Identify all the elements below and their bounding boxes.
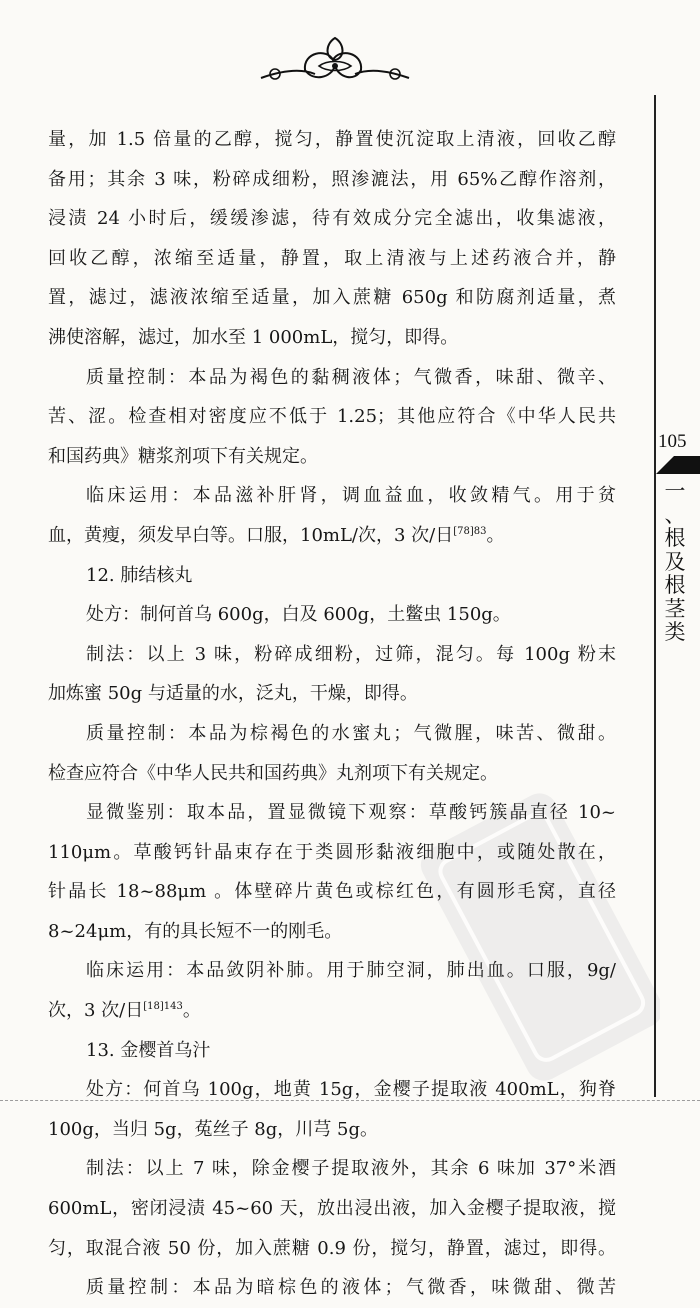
- section-heading: 12. 肺结核丸: [86, 564, 193, 586]
- paragraph-start: 临床运用：本品滋补肝肾，调血益血，收敛精气。用于贫: [86, 485, 616, 507]
- text-line: 检查应符合《中华人民共和国药典》丸剂项下有关规定。: [48, 762, 498, 784]
- body-text: [48, 120, 616, 1308]
- text-line: 8~24μm，有的具长短不一的刚毛。: [48, 920, 343, 942]
- section-heading: 13. 金樱首乌汁: [86, 1039, 211, 1061]
- text-line: 置，滤过，滤液浓缩至适量，加入蔗糖 650g 和防腐剂适量，煮: [48, 287, 616, 309]
- text-line: 次，3 次/日$^{[18]143}$。: [48, 1000, 201, 1022]
- text-line: 血，黄瘦，须发早白等。口服，10mL/次，3 次/日$^{[78]83}$。: [48, 524, 505, 546]
- text-line: 加炼蜜 50g 与适量的水，泛丸，干燥，即得。: [48, 683, 418, 705]
- page-bottom-rule: [0, 1100, 700, 1101]
- chapter-tab-marker: [656, 456, 700, 474]
- text-line: 沸使溶解，滤过，加水至 1 000mL，搅匀，即得。: [48, 326, 459, 348]
- text-line: 和国药典》糖浆剂项下有关规定。: [48, 445, 318, 467]
- decorative-ornament: [255, 30, 415, 90]
- text-line: 针晶长 18~88μm 。体壁碎片黄色或棕红色，有圆形毛窝，直径: [48, 881, 616, 903]
- paragraph-start: 质量控制：本品为暗棕色的液体；气微香，味微甜、微苦: [86, 1277, 616, 1299]
- side-title-char: 茎: [664, 596, 686, 621]
- side-title-char: 、: [664, 502, 686, 527]
- paragraph-start: 临床运用：本品敛阴补肺。用于肺空洞，肺出血。口服，9g/: [86, 960, 616, 982]
- text-line: 匀，取混合液 50 份，加入蔗糖 0.9 份，搅匀，静置，滤过，即得。: [48, 1237, 616, 1259]
- paragraph-start: 处方：制何首乌 600g，白及 600g，土鳖虫 150g。: [86, 604, 511, 626]
- chapter-side-title: [663, 480, 687, 645]
- paragraph-start: 质量控制：本品为棕褐色的水蜜丸；气微腥，味苦、微甜。: [86, 722, 616, 744]
- paragraph-start: 质量控制：本品为褐色的黏稠液体；气微香，味甜、微辛、: [86, 366, 616, 388]
- paragraph-start: 制法：以上 7 味，除金樱子提取液外，其余 6 味加 37°米酒: [86, 1158, 616, 1180]
- text-line: 量，加 1.5 倍量的乙醇，搅匀，静置使沉淀取上清液，回收乙醇: [48, 129, 616, 150]
- side-title-char: 一: [664, 479, 686, 503]
- text-line: 100g，当归 5g，菟丝子 8g，川芎 5g。: [48, 1118, 378, 1140]
- text-line: 回收乙醇，浓缩至适量，静置，取上清液与上述药液合并，静: [48, 247, 616, 269]
- margin-rule: [654, 95, 656, 1097]
- text-line: 备用；其余 3 味，粉碎成细粉，照渗漉法，用 65%乙醇作溶剂，: [48, 168, 616, 190]
- side-title-char: 根: [664, 526, 686, 550]
- citation-ref: [18]143: [143, 1001, 183, 1013]
- text-line: 苦、涩。检查相对密度应不低于 1.25；其他应符合《中华人民共: [48, 406, 616, 428]
- paragraph-start: 处方：何首乌 100g，地黄 15g，金樱子提取液 400mL，狗脊: [86, 1079, 616, 1101]
- text-line: 110μm。草酸钙针晶束存在于类圆形黏液细胞中，或随处散在，: [48, 841, 616, 863]
- side-title-char: 根: [664, 573, 686, 597]
- paragraph-start: 制法：以上 3 味，粉碎成细粉，过筛，混匀。每 100g 粉末: [86, 643, 616, 665]
- page-number: 105: [658, 431, 687, 452]
- citation-ref: [78]83: [453, 525, 487, 537]
- side-title-char: 及: [664, 549, 686, 574]
- text-line: 600mL，密闭浸渍 45~60 天，放出浸出液，加入金樱子提取液，搅: [48, 1198, 616, 1220]
- paragraph-start: 显微鉴别：取本品，置显微镜下观察：草酸钙簇晶直径 10~: [86, 802, 616, 824]
- side-title-char: 类: [664, 620, 686, 644]
- text-line: 浸渍 24 小时后，缓缓渗滤，待有效成分完全滤出，收集滤液，: [48, 208, 616, 230]
